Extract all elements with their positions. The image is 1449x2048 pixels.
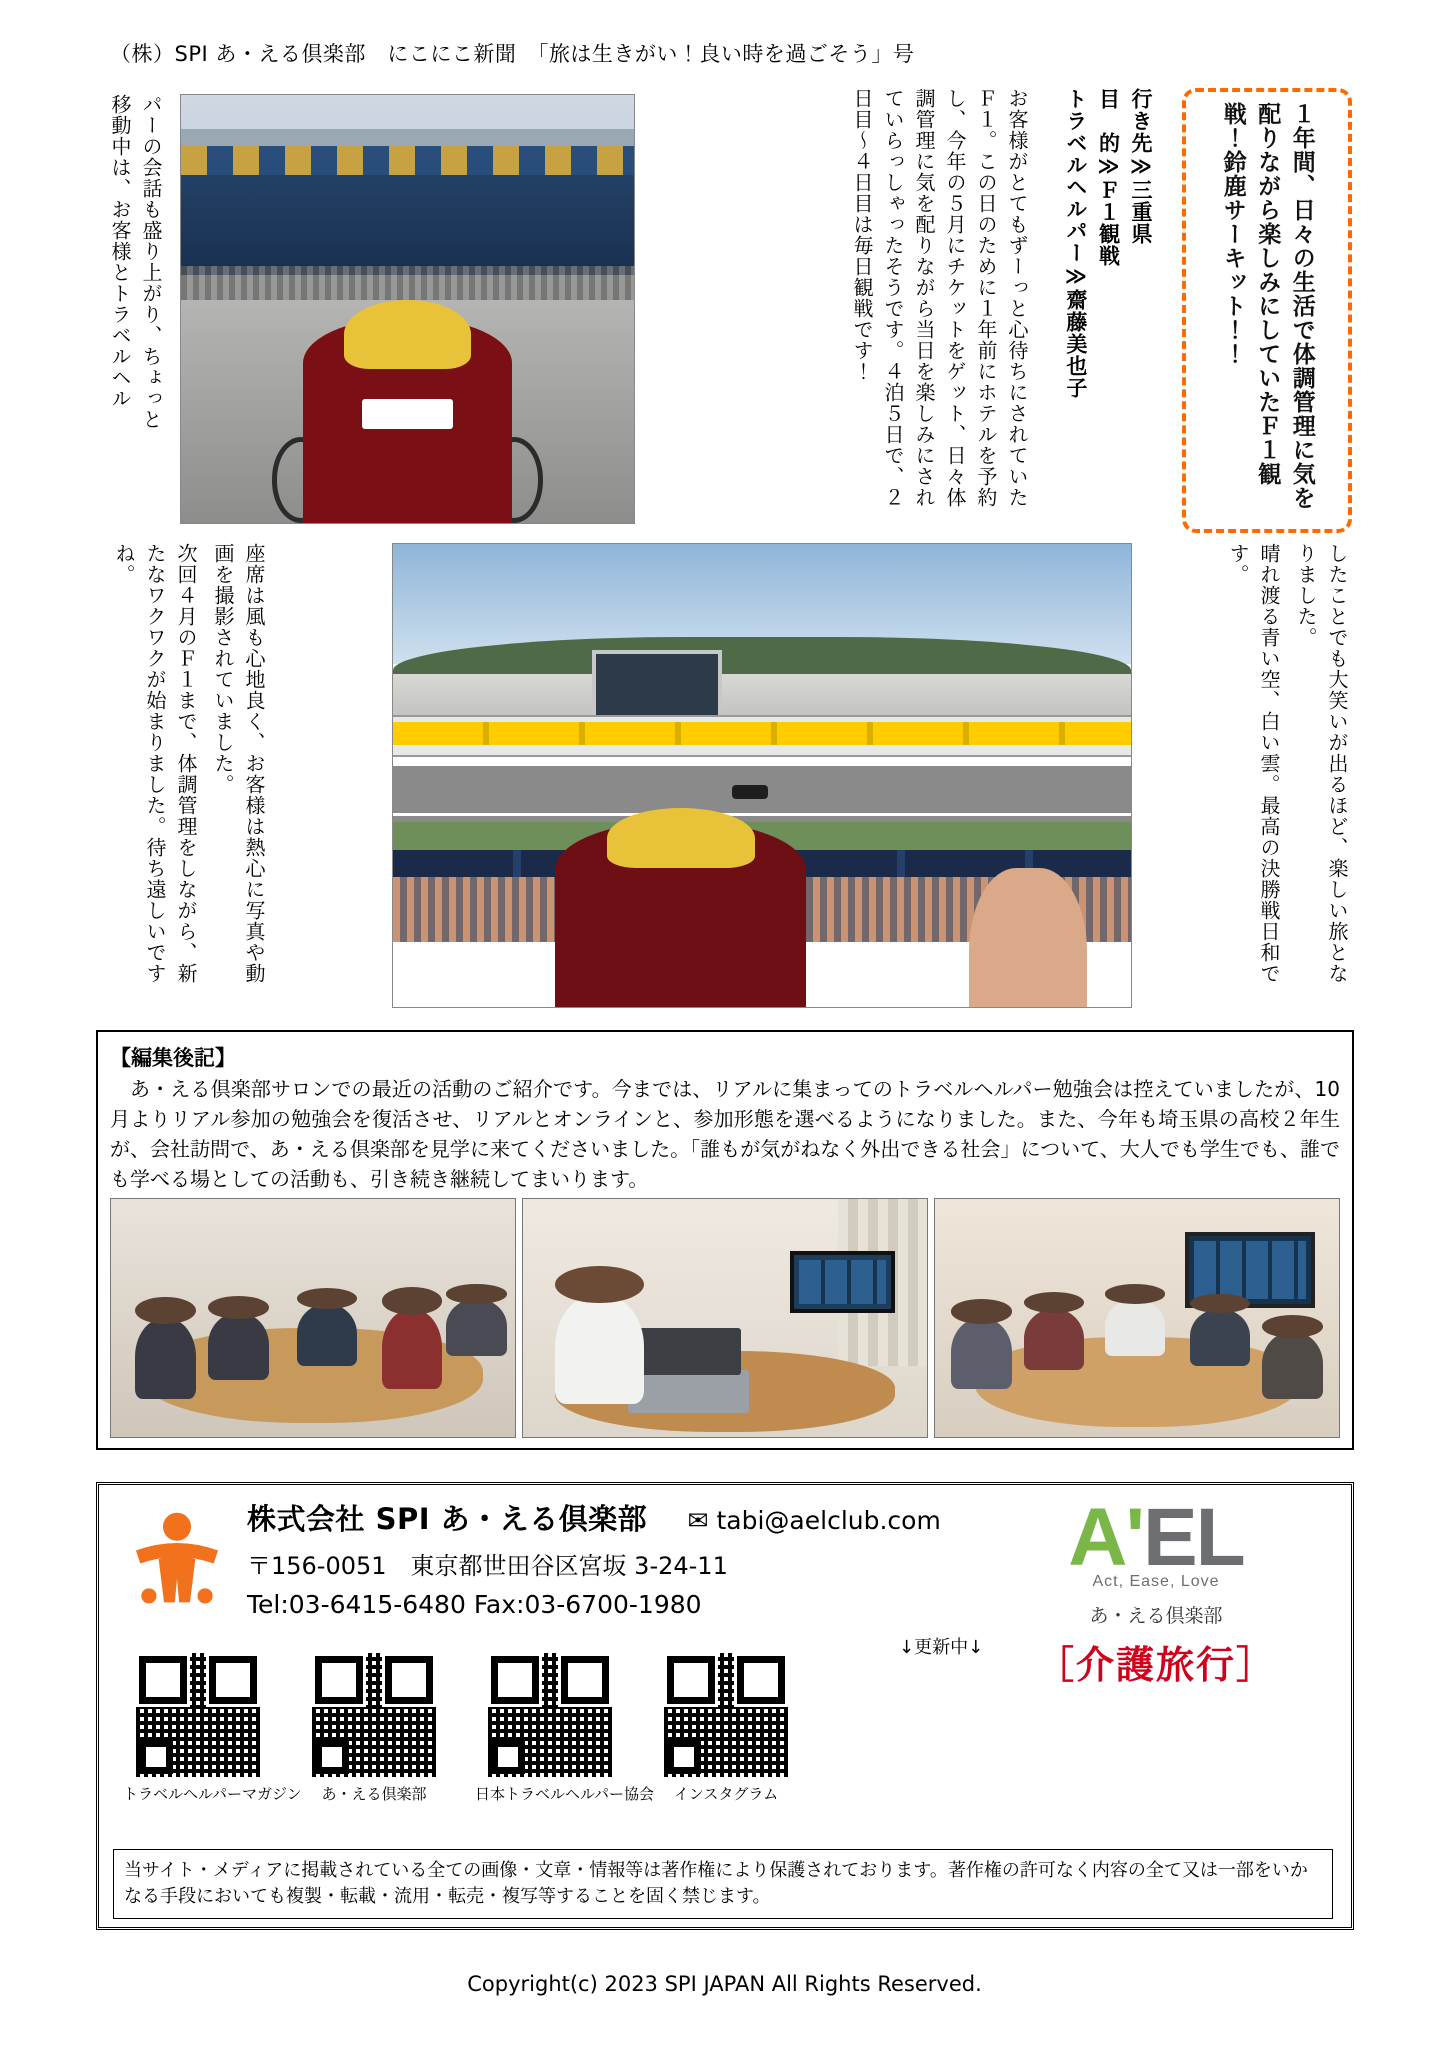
qr-code-icon[interactable]: [488, 1653, 612, 1777]
article-paragraph-2: パーの会話も盛り上がり、ちょっと: [139, 94, 163, 430]
article-paragraph-1: お客様がとてもずーっと心待ちにされていたＦ１。この日のために１年前にホテルを予約し、今年の５月にチケットをゲット、日々体調管理に気を配りながら当日を楽しみにされていらっしゃったそうです。４泊５日で、２日目～４日目は毎日観戦です！: [850, 88, 1029, 508]
online-session-photo-2: [522, 1198, 928, 1438]
destination-label: 行き先≫三重県: [1129, 88, 1153, 245]
qr-caption: あ・える倶楽部: [321, 1785, 427, 1803]
suzuka-circuit-entrance-photo: [180, 94, 635, 524]
qr-code-row: [123, 1653, 823, 1804]
editor-photo-row: [110, 1198, 1340, 1438]
company-email[interactable]: [688, 1506, 941, 1535]
qr-item[interactable]: [299, 1653, 449, 1804]
qr-item[interactable]: [475, 1653, 654, 1804]
qr-caption: インスタグラム: [673, 1785, 779, 1803]
article-paragraph-7: 次回４月のＦ１まで、体調管理をしながら、新たなワクワクが始まりました。待ち遠しいですね。: [112, 543, 198, 984]
salon-meeting-photo-3: [934, 1198, 1340, 1438]
qr-caption: トラベルヘルパーマガジン: [123, 1785, 302, 1803]
envelope-icon: ✉: [687, 1506, 709, 1535]
company-telephone: Tel:03-6415-6480 Fax:03-6700-1980: [247, 1590, 702, 1619]
article-paragraph-6: 座席は風も心地良く、お客様は熱心に写真や動画を撮影されていました。: [211, 543, 266, 984]
article-paragraph-3: 移動中は、お客様とトラベルヘル: [108, 94, 132, 409]
editor-note-text: あ・える倶楽部サロンでの最近の活動のご紹介です。今までは、リアルに集まってのトラベルヘルパー勉強会は控えていましたが、10月よりリアル参加の勉強会を復活させ、リアルとオンラインと、参加形態を選べるようになりました。また、今年も埼玉県の高校２年生が、会社訪問で、あ・える倶楽部を見学に来てくださいました。「誰もが気がねなく外出できる社会」について、大人でも学生でも、誰でも学べる場としての活動も、引き続き継続してまいります。: [110, 1077, 1340, 1191]
study-session-photo-1: [110, 1198, 516, 1438]
helper-label: トラベルヘルパー≫齋藤美也子: [1063, 88, 1088, 399]
qr-code-icon[interactable]: [136, 1653, 260, 1777]
qr-code-icon[interactable]: [664, 1653, 788, 1777]
callout-box: [1182, 88, 1352, 533]
company-name: 株式会社 SPI あ・える倶楽部: [247, 1502, 648, 1536]
article-paragraph-5: 晴れ渡る青い空、白い雲。最高の決勝戦日和です。: [1226, 543, 1281, 984]
article-left-column-top: [104, 94, 166, 534]
company-footer-block: [96, 1482, 1354, 1930]
trip-meta-column: [1059, 88, 1157, 528]
company-email-text: tabi@aelclub.com: [716, 1506, 941, 1535]
update-label: ↓更新中↓: [899, 1637, 984, 1658]
page-copyright: Copyright(c) 2023 SPI JAPAN All Rights Reserved.: [467, 1972, 982, 1996]
company-address: 〒156-0051 東京都世田谷区宮坂 3-24-11: [247, 1552, 728, 1580]
article-row-2: [102, 543, 1352, 1013]
company-contact-info: [247, 1497, 941, 1619]
qr-item[interactable]: [123, 1653, 302, 1804]
ael-brand-area: [991, 1492, 1321, 1689]
article-body-left: [102, 543, 269, 1008]
suzuka-circuit-grandstand-photo: [392, 543, 1132, 1008]
article-section: [102, 88, 1352, 1028]
ael-subtitle: あ・える倶楽部: [1089, 1604, 1223, 1627]
callout-text: １年間、日々の生活で体調管理に気を配りながら楽しみにしていたＦ１観戦！鈴鹿サーキット！！: [1219, 102, 1315, 510]
ael-wordmark: A'EL: [1068, 1492, 1244, 1583]
purpose-label: 目 的≫Ｆ１観戦: [1096, 88, 1121, 267]
kaigo-ryoko-badge: ［介護旅行］: [1035, 1642, 1276, 1687]
qr-caption: 日本トラベルヘルパー協会: [475, 1785, 654, 1803]
qr-code-icon[interactable]: [312, 1653, 436, 1777]
article-paragraph-4: したことでも大笑いが出るほど、楽しい旅となりました。: [1294, 543, 1349, 984]
ael-tagline: Act, Ease, Love: [1092, 1572, 1220, 1590]
ael-logo-mark-icon: [123, 1503, 231, 1611]
article-body-top: [842, 88, 1032, 533]
article-body-right: [1216, 543, 1352, 1008]
copyright-notice: 当サイト・メディアに掲載されている全ての画像・文章・情報等は著作権により保護されております。著作権の許可なく内容の全て又は一部をいかなる手段においても複製・転載・流用・転売・複写等することを固く禁じます。: [113, 1849, 1333, 1919]
editor-note-title: 【編集後記】: [110, 1046, 236, 1070]
page-title: （株）SPI あ・える倶楽部 にこにこ新聞 「旅は生きがい！良い時を過ごそう」号: [110, 42, 915, 66]
editor-note-block: [96, 1030, 1354, 1450]
qr-item[interactable]: [651, 1653, 801, 1804]
